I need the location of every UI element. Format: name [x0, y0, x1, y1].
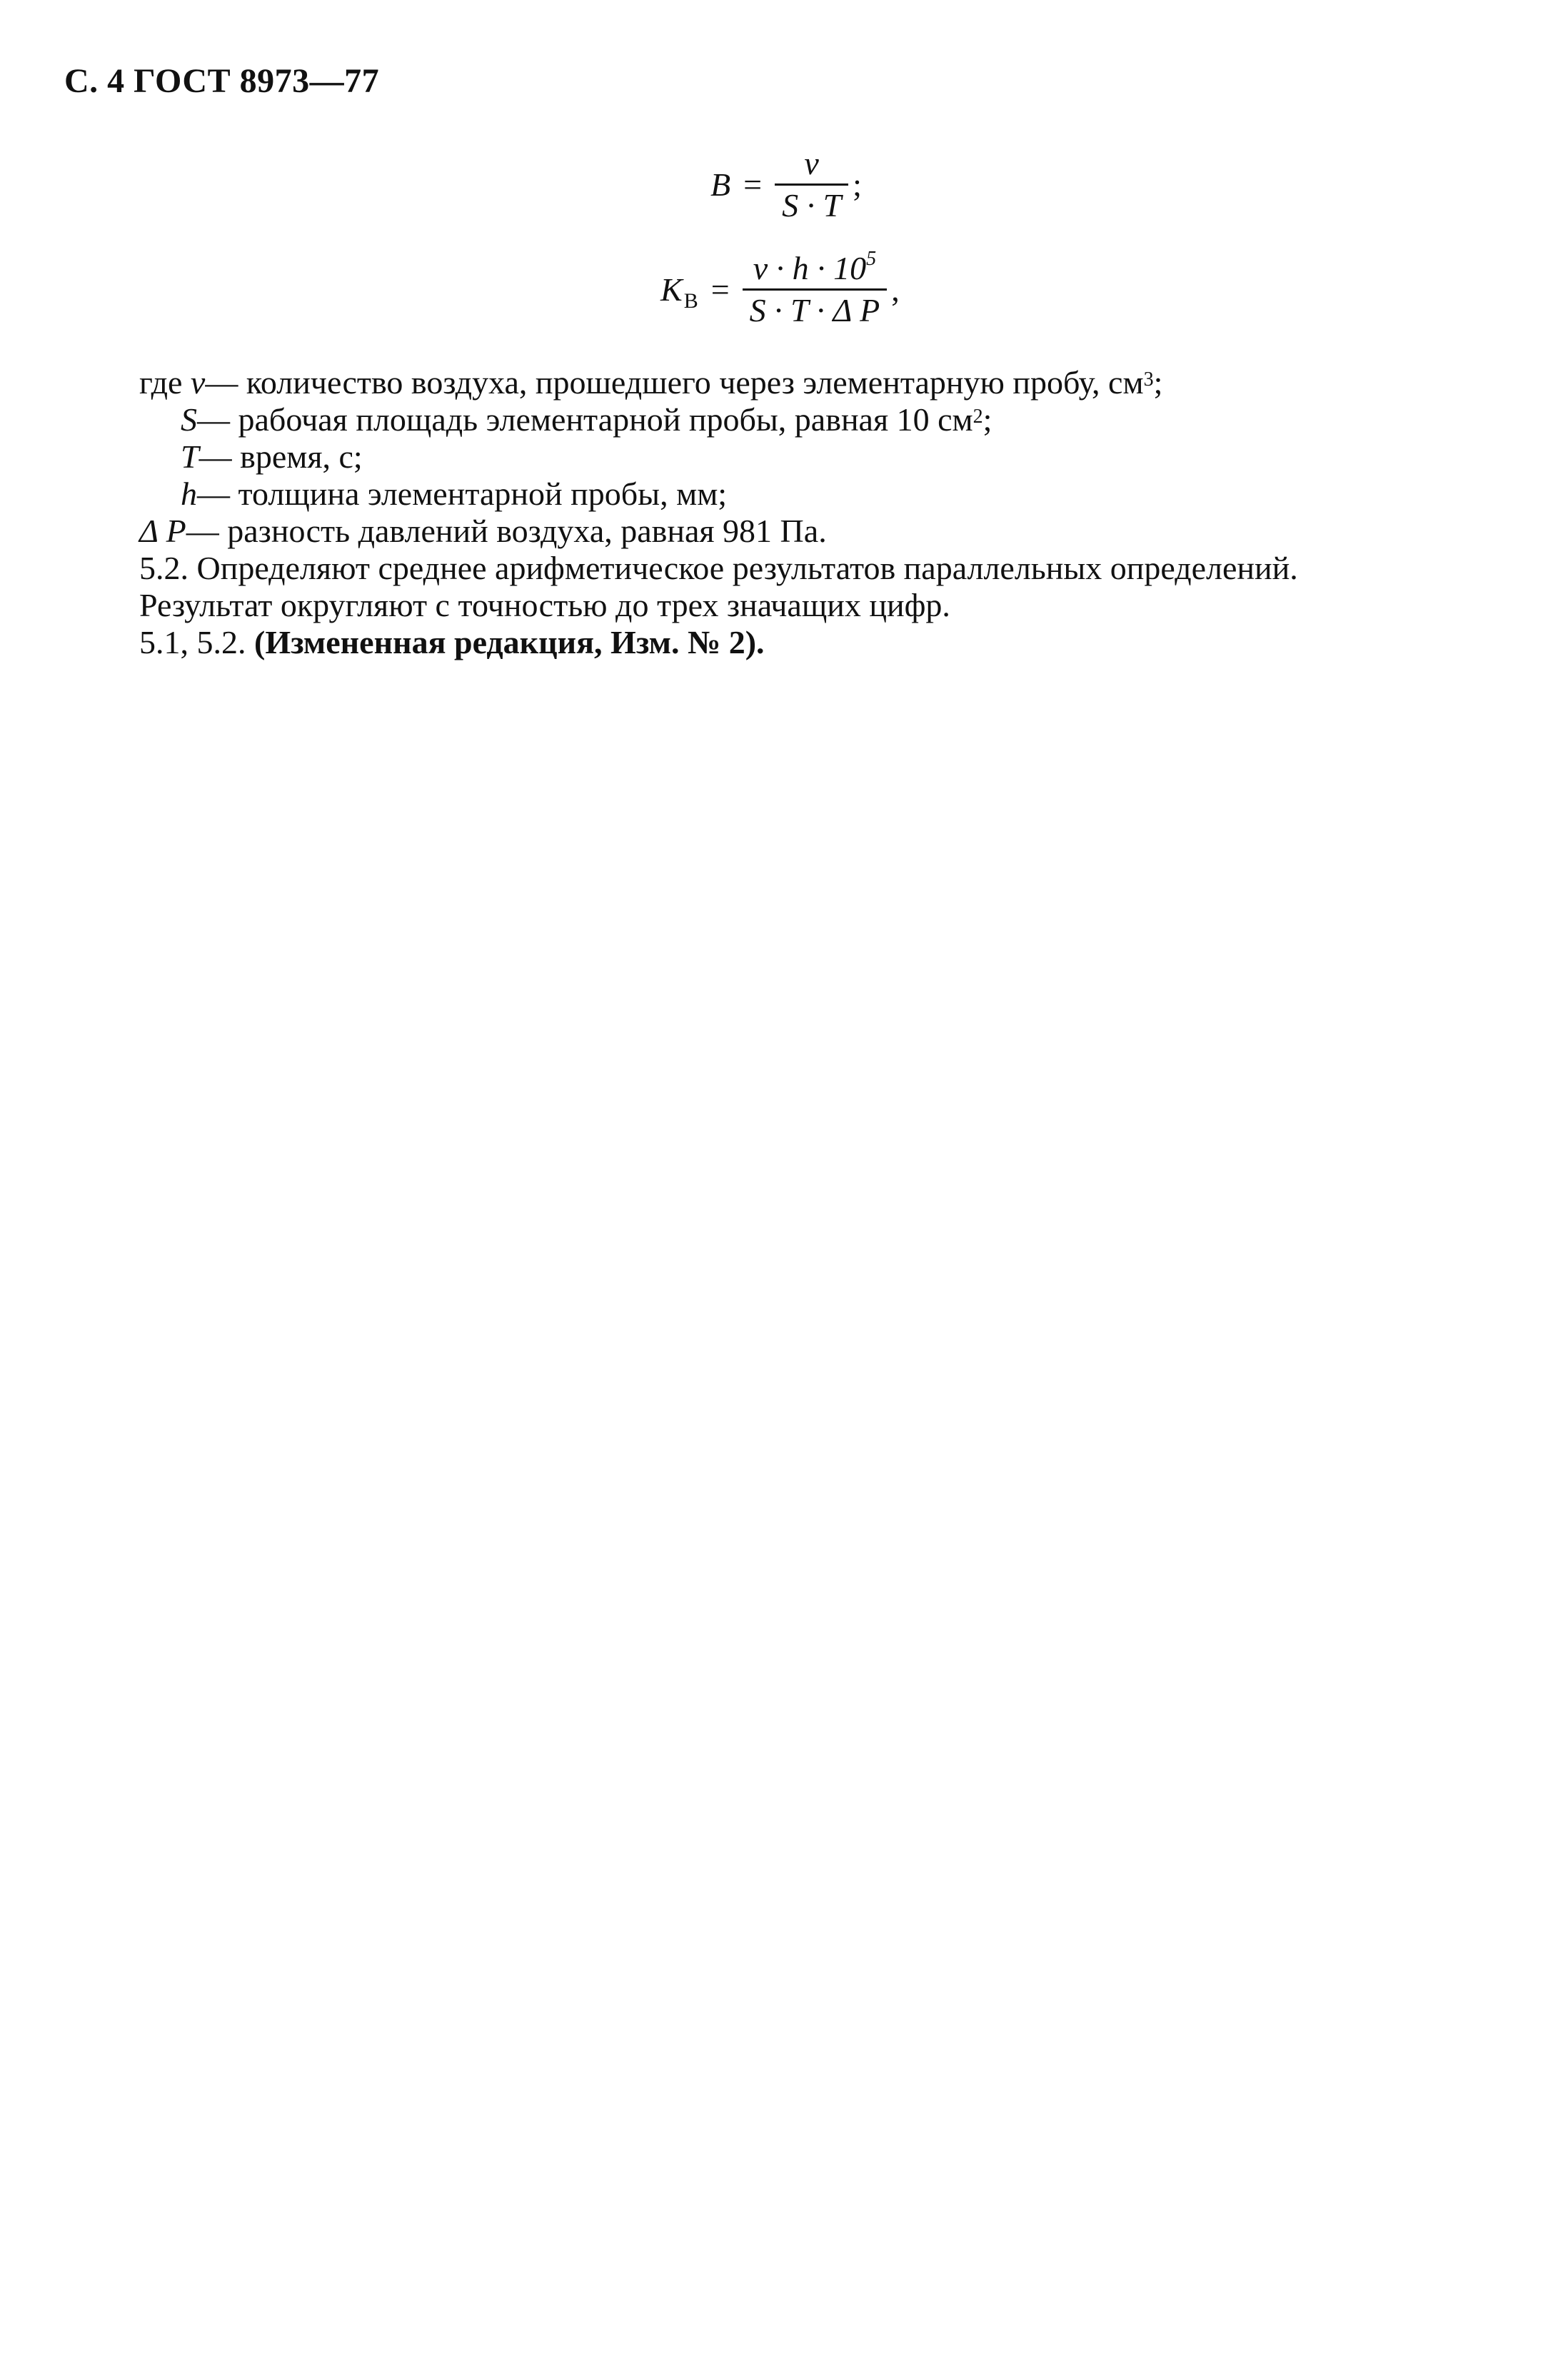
formula-k-numerator-exponent: 5: [866, 248, 877, 270]
definition-end: ;: [1153, 364, 1163, 401]
formula-b-equals: =: [743, 166, 763, 203]
definition-row: [139, 364, 1162, 401]
definition-text: — разность давлений воздуха, равная 981 Па.: [186, 513, 827, 549]
definition-text: — толщина элементарной пробы, мм;: [197, 476, 728, 512]
formula-k-subscript: B: [683, 289, 698, 313]
formula-b-denominator: S · T: [775, 183, 848, 223]
formula-k-tail: ,: [891, 271, 900, 308]
definition-row: [139, 476, 1162, 513]
definition-row: [139, 401, 1162, 438]
formula-k-fraction: [743, 248, 888, 329]
amendment-note: [139, 624, 1298, 661]
definition-row: [139, 438, 1162, 476]
formula-b-lhs: B: [710, 166, 731, 203]
definition-symbol: S: [181, 401, 197, 438]
formula-k-numerator: [746, 248, 883, 288]
definition-symbol: T: [181, 438, 199, 475]
formula-air-permeability: [710, 146, 862, 223]
symbol-definitions: [139, 364, 1162, 550]
definition-symbol: h: [181, 476, 197, 512]
definition-row: [139, 513, 1162, 550]
formula-k-lhs: [660, 271, 698, 313]
formula-b-tail: ;: [853, 166, 862, 203]
formula-b-numerator: v: [804, 145, 819, 181]
formula-k-numerator-base: v · h · 10: [753, 250, 867, 286]
amendment-prefix: 5.1, 5.2.: [139, 624, 254, 660]
definition-lead: где: [139, 364, 183, 401]
definition-symbol: Δ P: [139, 513, 186, 549]
amendment-label: (Измененная редакция, Изм. № 2).: [254, 624, 765, 660]
definition-symbol: v: [190, 364, 206, 401]
definition-end: ;: [982, 401, 992, 438]
definition-text: — количество воздуха, прошедшего через элементарную пробу, см: [205, 364, 1144, 401]
definition-superscript: 3: [1143, 368, 1154, 391]
formula-k-equals: =: [710, 271, 730, 308]
body-paragraphs: [139, 550, 1298, 661]
formula-k-symbol: K: [660, 271, 683, 308]
paragraph-5-2-line-2: Результат округляют с точностью до трех значащих цифр.: [139, 587, 950, 623]
definition-text: — время, с;: [198, 438, 363, 475]
definition-text: — рабочая площадь элементарной пробы, равная 10 см: [197, 401, 973, 438]
paragraph-5-2-line-1: 5.2. Определяют среднее арифметическое результатов параллельных определений.: [139, 550, 1298, 586]
formula-permeability-coefficient: [660, 248, 900, 329]
definition-superscript: 2: [973, 406, 983, 428]
formula-b-fraction: [775, 146, 848, 223]
page-header: С. 4 ГОСТ 8973—77: [64, 62, 380, 100]
formula-k-denominator: S · T · Δ P: [743, 288, 888, 328]
